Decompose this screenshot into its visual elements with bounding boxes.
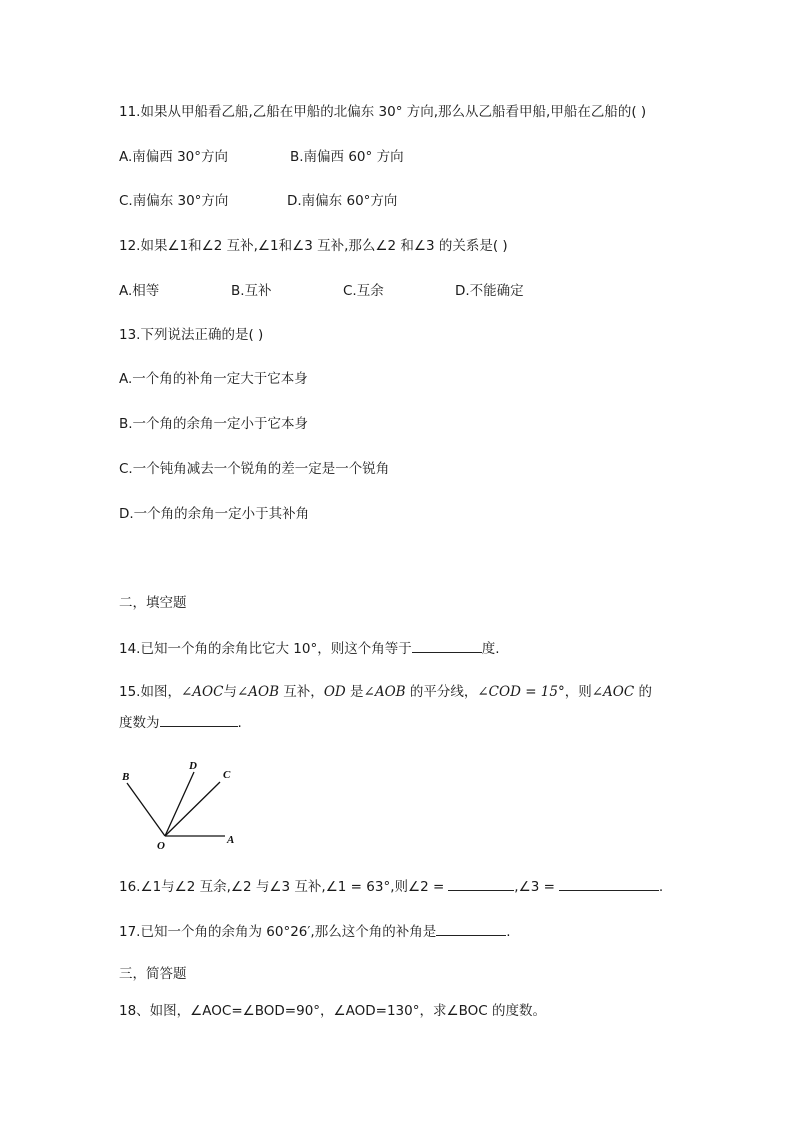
q14-answer-blank[interactable] bbox=[412, 638, 482, 653]
label-o: O bbox=[157, 840, 165, 852]
q16-text: 16.∠1与∠2 互余,∠2 与∠3 互补,∠1 = 63°,则∠2 = bbox=[119, 879, 445, 895]
q13-option-d: D.一个角的余角一定小于其补角 bbox=[119, 506, 310, 522]
ray-oc bbox=[165, 782, 220, 836]
q12-option-a: A.相等 bbox=[119, 283, 160, 299]
q16-text: . bbox=[658, 879, 664, 895]
question-15-line2 bbox=[119, 712, 242, 732]
q16-text: ,∠3 = bbox=[514, 879, 555, 895]
q15-text: 是 bbox=[345, 684, 364, 700]
q14-text: 14.已知一个角的余角比它大 10°，则这个角等于 bbox=[119, 641, 412, 657]
q12-option-b: B.互补 bbox=[231, 283, 272, 299]
q15-math-aob: ∠AOB bbox=[363, 684, 406, 700]
q17-text: 17.已知一个角的余角为 60°26′,那么这个角的补角是 bbox=[119, 924, 437, 940]
q17-text: . bbox=[506, 924, 511, 940]
q15-text: 度数为 bbox=[119, 715, 160, 731]
q14-unit: 度. bbox=[481, 641, 500, 657]
section-heading-short-answer: 三，简答题 bbox=[119, 966, 187, 982]
question-13-stem: 13.下列说法正确的是( ) bbox=[119, 327, 264, 343]
label-a: A bbox=[227, 834, 235, 846]
ray-od bbox=[165, 772, 194, 836]
q15-text: 的 bbox=[634, 684, 652, 700]
q16-answer-blank-angle3[interactable] bbox=[559, 876, 659, 891]
q15-math-aob: ∠AOB bbox=[236, 684, 280, 700]
q15-text: 与 bbox=[223, 684, 237, 700]
question-14 bbox=[119, 638, 500, 658]
q12-option-d: D.不能确定 bbox=[455, 283, 524, 299]
q15-text: 的平分线， bbox=[405, 684, 478, 700]
q17-answer-blank[interactable] bbox=[436, 921, 506, 936]
q15-text: ，则 bbox=[564, 684, 592, 700]
q15-math-aoc: ∠AOC bbox=[180, 684, 224, 700]
question-18: 18、如图，∠AOC=∠BOD=90°，∠AOD=130°，求∠BOC 的度数。 bbox=[119, 1003, 546, 1019]
q15-answer-blank[interactable] bbox=[160, 712, 238, 727]
q11-option-a: A.南偏西 30°方向 bbox=[119, 149, 229, 165]
q11-option-c: C.南偏东 30°方向 bbox=[119, 193, 229, 209]
label-d: D bbox=[189, 760, 197, 772]
question-11-stem: 11.如果从甲船看乙船,乙船在甲船的北偏东 30° 方向,那么从乙船看甲船,甲船在乙船的( ) bbox=[119, 104, 647, 120]
label-c: C bbox=[223, 769, 231, 781]
question-16 bbox=[119, 876, 663, 896]
section-heading-fill-blank: 二，填空题 bbox=[119, 595, 187, 611]
ray-ob bbox=[127, 783, 165, 836]
question-15-line1 bbox=[119, 683, 652, 701]
q15-text: . bbox=[237, 715, 242, 731]
question-17 bbox=[119, 921, 511, 941]
q13-option-c: C.一个钝角减去一个锐角的差一定是一个锐角 bbox=[119, 461, 390, 477]
q11-option-d: D.南偏东 60°方向 bbox=[287, 193, 398, 209]
q15-text: 互补， bbox=[279, 684, 324, 700]
label-b: B bbox=[122, 771, 130, 783]
q12-option-c: C.互余 bbox=[343, 283, 384, 299]
q16-answer-blank-angle2[interactable] bbox=[448, 876, 514, 891]
q15-math-aoc: ∠AOC bbox=[591, 684, 635, 700]
q11-option-b: B.南偏西 60° 方向 bbox=[290, 149, 404, 165]
q15-math-od: OD bbox=[323, 684, 346, 700]
q13-option-a: A.一个角的补角一定大于它本身 bbox=[119, 371, 308, 387]
q15-math-cod: ∠COD = 15° bbox=[477, 684, 565, 700]
q13-option-b: B.一个角的余角一定小于它本身 bbox=[119, 416, 309, 432]
q15-text: 15.如图， bbox=[119, 684, 181, 700]
question-12-stem: 12.如果∠1和∠2 互补,∠1和∠3 互补,那么∠2 和∠3 的关系是( ) bbox=[119, 238, 508, 254]
angle-figure bbox=[115, 752, 255, 856]
